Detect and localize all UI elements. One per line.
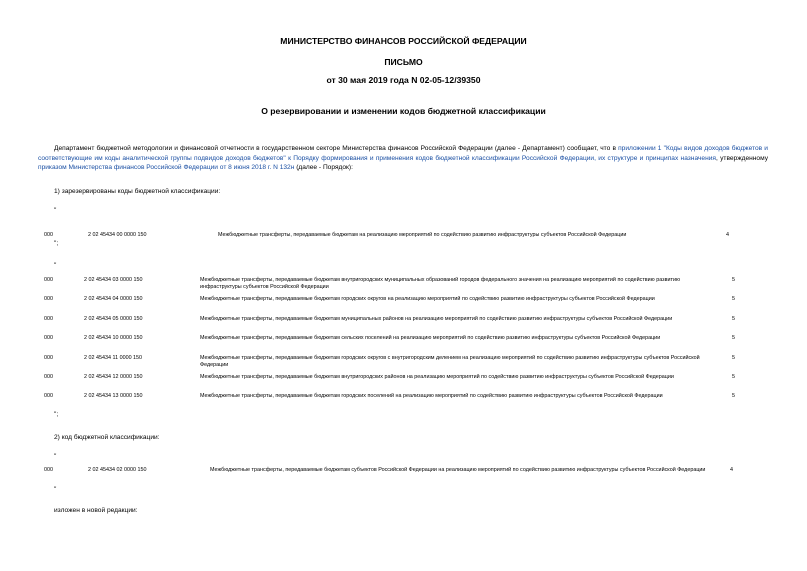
code-description: Межбюджетные трансферты, передаваемые бюджетам субъектов Российской Федерации на реализацию мероприятий по содействию развитию инфраструктуры субъектов Российской Федерации: [210, 467, 706, 473]
budget-code: 2 02 45434 13 0000 150: [84, 393, 143, 400]
quote-close-3: ": [54, 486, 57, 493]
code-description: Межбюджетные трансферты, передаваемые бюджетам внутригородских муниципальных образований городов федерального значения на реализацию мероприятий по содействию развитию инфраструктуры субъектов Российской Федерации: [200, 277, 681, 291]
table-row: [0, 393, 807, 415]
table-row: [0, 232, 807, 254]
quote-close-2: ";: [54, 411, 59, 418]
column-number: 5: [732, 354, 735, 361]
quote-close-1: ";: [54, 240, 59, 247]
code-description: Межбюджетные трансферты, передаваемые бюджетам внутригородских районов на реализацию мероприятий по содействию развитию инфраструктуры субъектов Российской Федерации: [200, 374, 674, 380]
code-description: Межбюджетные трансферты, передаваемые бюджетам сельских поселений на реализацию мероприятий по содействию развитию инфраструктуры субъектов Российской Федерации: [200, 335, 661, 342]
admin-code: 000: [44, 374, 53, 380]
column-number: 5: [732, 315, 735, 322]
column-number: 5: [732, 374, 735, 380]
document-date-number: от 30 мая 2019 года N 02-05-12/39350: [326, 75, 481, 85]
admin-code: 000: [44, 467, 53, 473]
budget-code: 2 02 45434 03 0000 150: [84, 277, 143, 283]
admin-code: 000: [44, 296, 53, 303]
admin-code: 000: [44, 232, 53, 238]
column-number: 4: [730, 467, 733, 473]
code-description: Межбюджетные трансферты, передаваемые бюджетам городских округов на реализацию мероприятий по содействию развитию инфраструктуры субъектов Российской Федерации: [200, 296, 655, 303]
order-link[interactable]: приказом Министерства финансов Российской Федерации от 8 июня 2018 г. N 132н: [38, 164, 295, 171]
quote-open-2: ": [54, 262, 57, 269]
quote-open-1: ": [54, 207, 57, 214]
section1-title: 1) зарезервированы коды бюджетной классификации:: [54, 188, 221, 195]
admin-code: 000: [44, 393, 53, 400]
column-number: 5: [732, 335, 735, 342]
column-number: 5: [732, 296, 735, 303]
budget-code: 2 02 45434 04 0000 150: [84, 296, 143, 303]
budget-code: 2 02 45434 05 0000 150: [84, 315, 143, 322]
section2-title: 2) код бюджетной классификации:: [54, 434, 160, 441]
budget-code: 2 02 45434 11 0000 150: [84, 354, 143, 361]
document-type: ПИСЬМО: [384, 57, 423, 67]
quote-open-3: ": [54, 453, 57, 460]
intro-text-3: (далее - Порядок):: [294, 164, 353, 171]
admin-code: 000: [44, 277, 53, 283]
document-subject: О резервировании и изменении кодов бюджетной классификации: [261, 106, 546, 116]
admin-code: 000: [44, 354, 53, 361]
budget-code: 2 02 45434 12 0000 150: [84, 374, 143, 380]
code-description: Межбюджетные трансферты, передаваемые бюджетам городских округов с внутригородским делением на реализацию мероприятий по содействию развитию инфраструктуры субъектов Российской Федерации: [200, 354, 700, 368]
code-description: Межбюджетные трансферты, передаваемые бюджетам на реализацию мероприятий по содействию развитию инфраструктуры субъектов Российской Федерации: [218, 232, 627, 238]
code-description: Межбюджетные трансферты, передаваемые бюджетам муниципальных районов на реализацию мероприятий по содействию развитию инфраструктуры субъектов Российской Федерации: [200, 315, 673, 322]
admin-code: 000: [44, 335, 53, 342]
intro-text-1: Департамент бюджетной методологии и финансовой отчетности в государственном секторе Министерства финансов Российской Федерации (далее - Департамент) сообщает, что в: [54, 145, 619, 152]
column-number: 5: [732, 393, 735, 400]
intro-paragraph: [38, 144, 768, 173]
admin-code: 000: [44, 315, 53, 322]
budget-code: 2 02 45434 00 0000 150: [88, 232, 147, 238]
code-description: Межбюджетные трансферты, передаваемые бюджетам городских поселений на реализацию мероприятий по содействию развитию инфраструктуры субъектов Российской Федерации: [200, 393, 663, 400]
column-number: 4: [726, 232, 729, 238]
appendix-link[interactable]: приложении 1 "Коды видов доходов бюджетов и соответствующие им коды аналитической группы подвидов доходов бюджетов" к Порядку формирования и применения кодов бюджетной классификации Российской Федерации, их структуре и принципах назначения: [38, 145, 768, 162]
ministry-title: МИНИСТЕРСТВО ФИНАНСОВ РОССИЙСКОЙ ФЕДЕРАЦИИ: [280, 36, 527, 46]
column-number: 5: [732, 277, 735, 283]
table-row: [0, 467, 807, 489]
budget-code: 2 02 45434 02 0000 150: [88, 467, 147, 473]
budget-code: 2 02 45434 10 0000 150: [84, 335, 143, 342]
intro-text-2: , утвержденному: [715, 154, 768, 162]
section2-tail: изложен в новой редакции:: [54, 507, 138, 514]
